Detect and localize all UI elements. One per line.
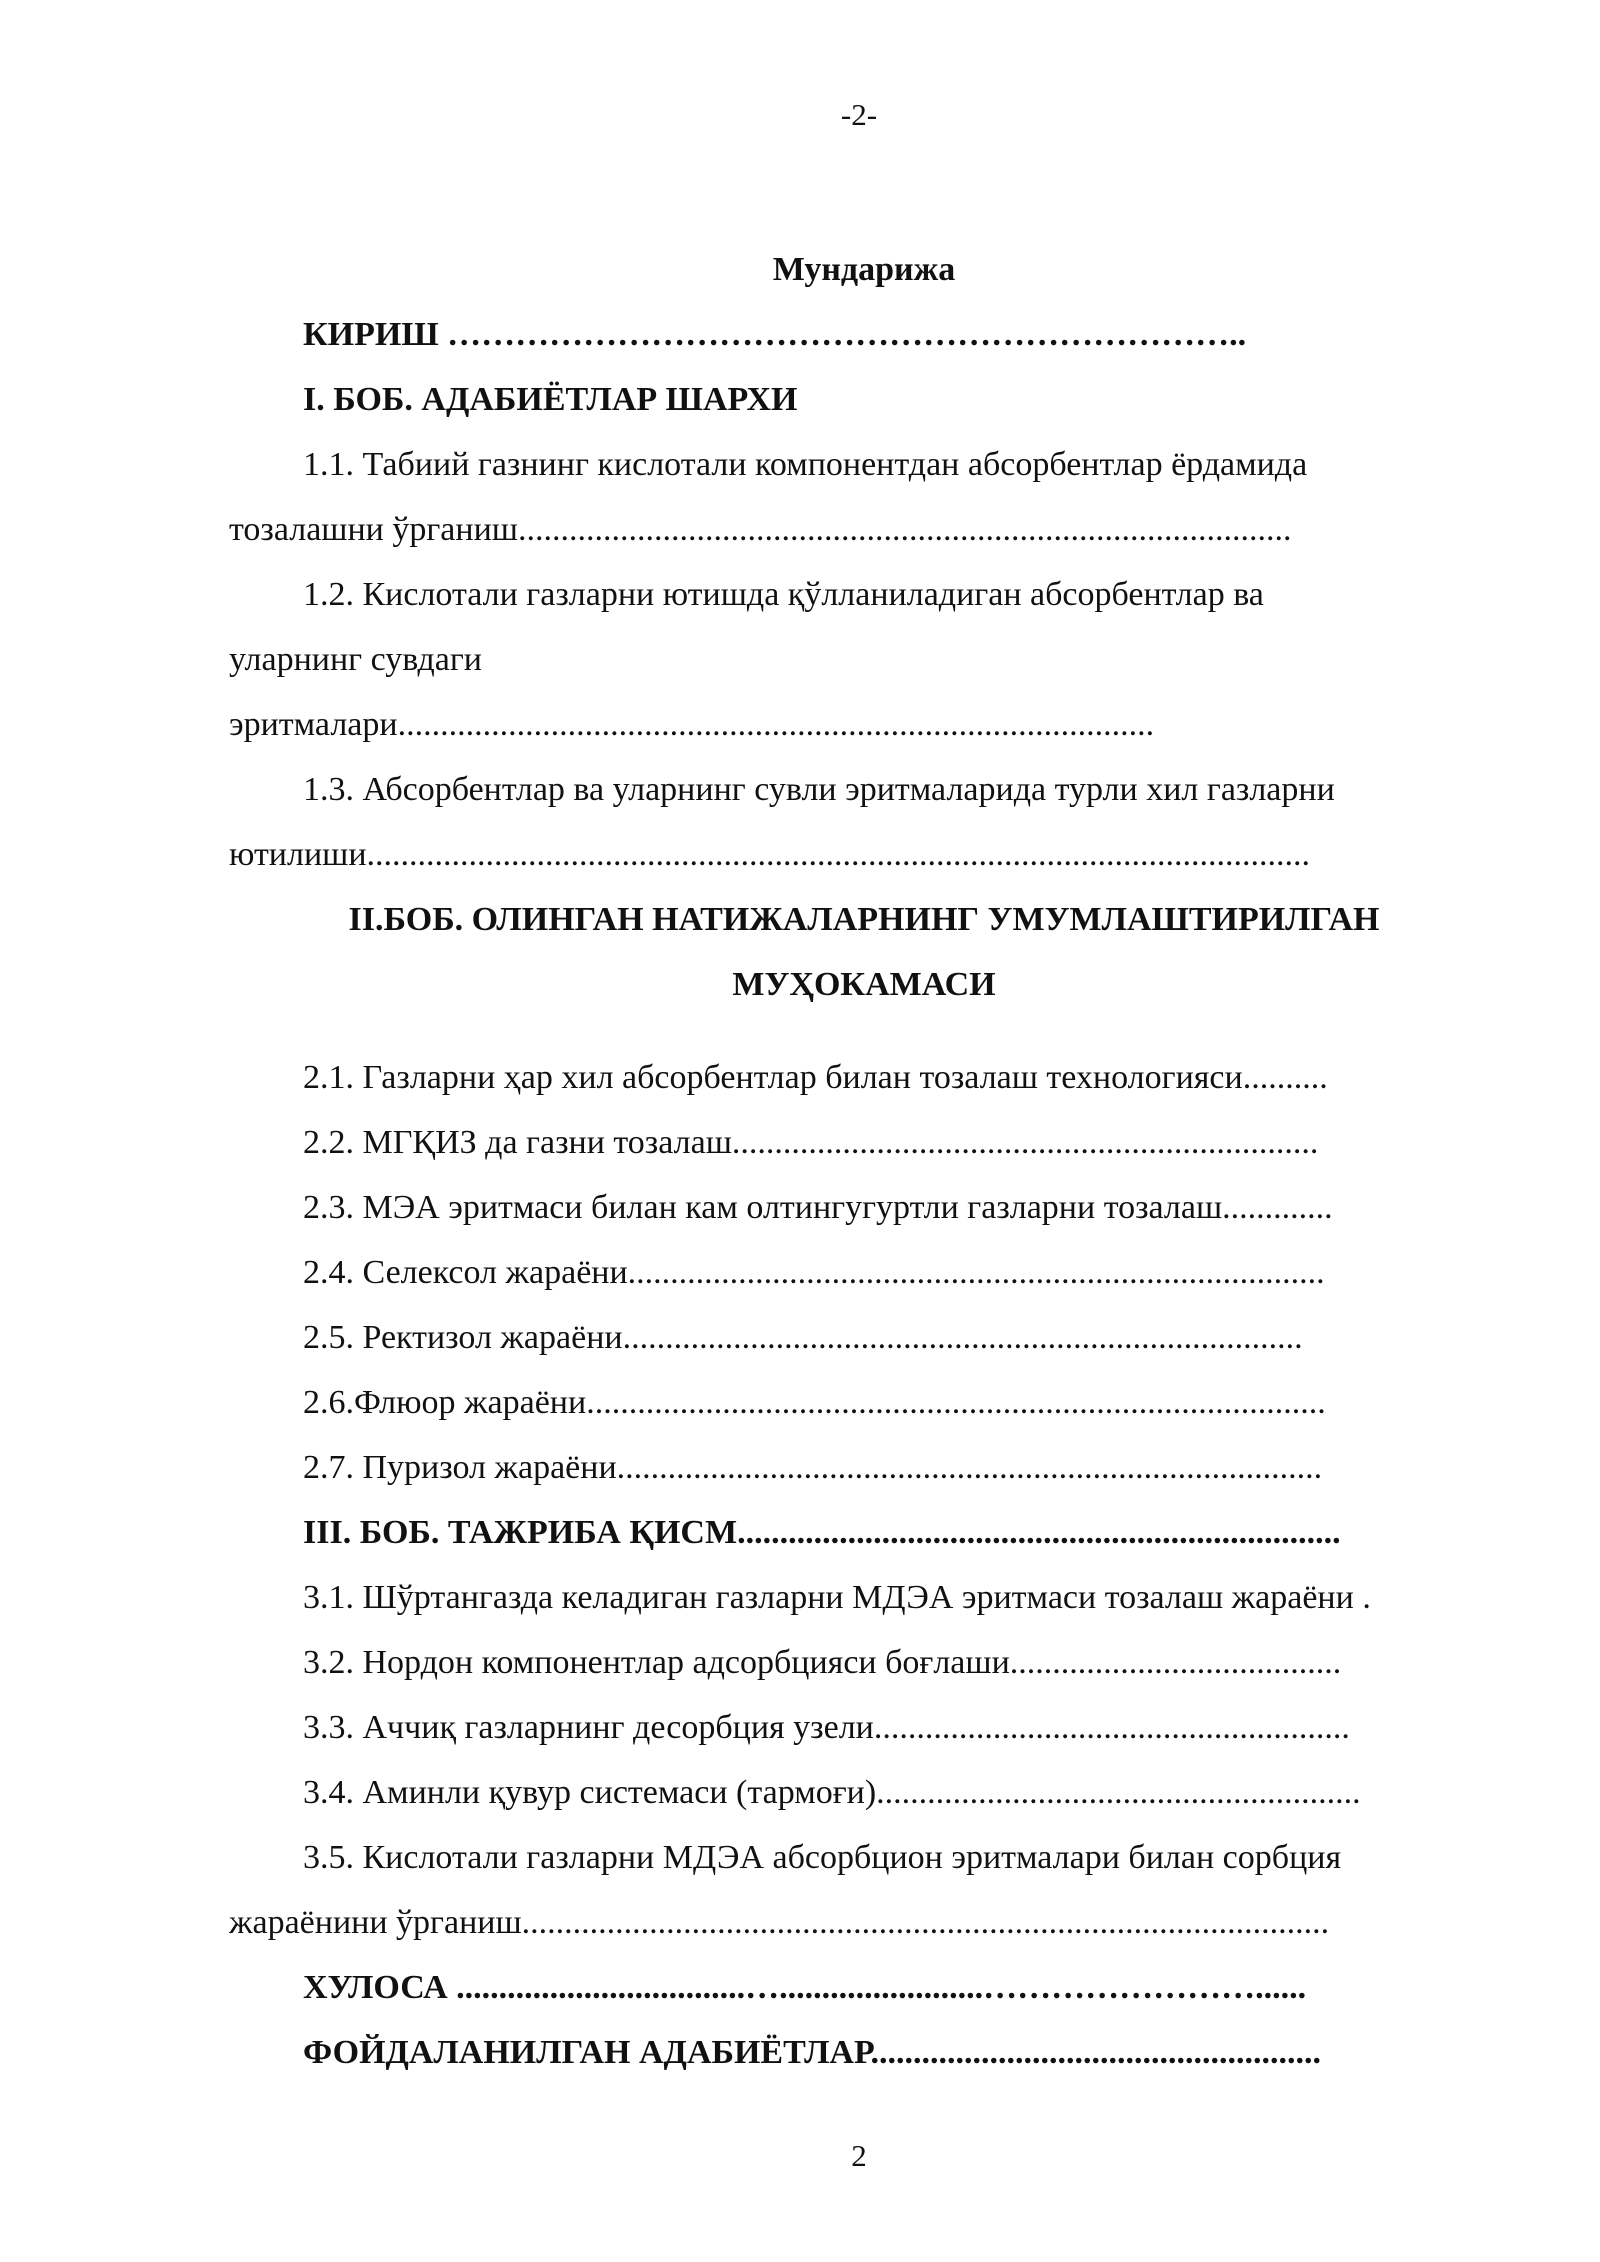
toc-entry-1-3-line2: ютилиши............................................................................................................... <box>229 836 1311 873</box>
toc-chapter-2-title-line2: МУҲОКАМАСИ <box>732 966 996 1003</box>
table-of-contents <box>229 237 1499 2085</box>
toc-entry-1-2-line2: уларнинг сувдаги <box>229 641 482 678</box>
toc-entry-1-3-line1: 1.3. Абсорбентлар ва уларнинг сувли эритмаларида турли хил газларни <box>303 771 1335 808</box>
toc-chapter-1-title: I. БОБ. АДАБИЁТЛАР ШАРХИ <box>303 381 798 418</box>
section-spacer <box>229 1017 1499 1045</box>
toc-entry-conclusion: ХУЛОСА ..................................…........................……………………...... <box>303 1969 1307 2006</box>
page-footer-number: 2 <box>851 2138 867 2173</box>
toc-entry-2-7: 2.7. Пуризол жараёни................................................................................... <box>303 1449 1323 1486</box>
toc-chapter-3-title: III. БОБ. ТАЖРИБА ҚИСМ....................................................................... <box>303 1514 1341 1551</box>
toc-entry-3-4: 3.4. Аминли қувур системаси (тармоғи)......................................................... <box>303 1774 1361 1811</box>
toc-entry-3-3: 3.3. Аччиқ газларнинг десорбция узели........................................................ <box>303 1709 1350 1746</box>
toc-entry-2-2: 2.2. МГҚИЗ да газни тозалаш..................................................................... <box>303 1124 1319 1161</box>
toc-entry-1-1-line1: 1.1. Табиий газнинг кислотали компонентдан абсорбентлар ёрдамида <box>303 446 1308 483</box>
toc-entry-3-5-line1: 3.5. Кислотали газларни МДЭА абсорбцион эритмалари билан сорбция <box>303 1839 1342 1876</box>
toc-entry-3-5-line2: жараёнини ўрганиш............................................................................................... <box>229 1904 1330 1941</box>
toc-entry-2-5: 2.5. Ректизол жараёни................................................................................ <box>303 1319 1303 1356</box>
toc-entry-intro: КИРИШ …………………………………………………………….. <box>303 316 1247 353</box>
toc-entry-2-3: 2.3. МЭА эритмаси билан кам олтингугуртли газларни тозалаш............. <box>303 1189 1333 1226</box>
toc-entry-1-2-line3: эритмалари......................................................................................... <box>229 706 1155 743</box>
toc-title: Мундарижа <box>772 251 956 288</box>
toc-entry-3-2: 3.2. Нордон компонентлар адсорбцияси боғлаши....................................... <box>303 1644 1342 1681</box>
toc-entry-references: ФОЙДАЛАНИЛГАН АДАБИЁТЛАР..................................................... <box>303 2034 1321 2071</box>
toc-chapter-2-title-line1: II.БОБ. ОЛИНГАН НАТИЖАЛАРНИНГ УМУМЛАШТИРИЛГАН <box>348 901 1380 938</box>
toc-entry-2-1: 2.1. Газларни ҳар хил абсорбентлар билан тозалаш технологияси.......... <box>303 1059 1328 1096</box>
toc-entry-2-4: 2.4. Селексол жараёни.................................................................................. <box>303 1254 1325 1291</box>
toc-entry-2-6: 2.6.Флюор жараёни....................................................................................... <box>303 1384 1326 1421</box>
page-header-number: -2- <box>840 97 878 132</box>
toc-entry-1-1-line2: тозалашни ўрганиш........................................................................................... <box>229 511 1292 548</box>
toc-entry-1-2-line1: 1.2. Кислотали газларни ютишда қўлланиладиган абсорбентлар ва <box>303 576 1264 613</box>
toc-entry-3-1: 3.1. Шўртангазда келадиган газларни МДЭА эритмаси тозалаш жараёни . <box>303 1579 1371 1616</box>
